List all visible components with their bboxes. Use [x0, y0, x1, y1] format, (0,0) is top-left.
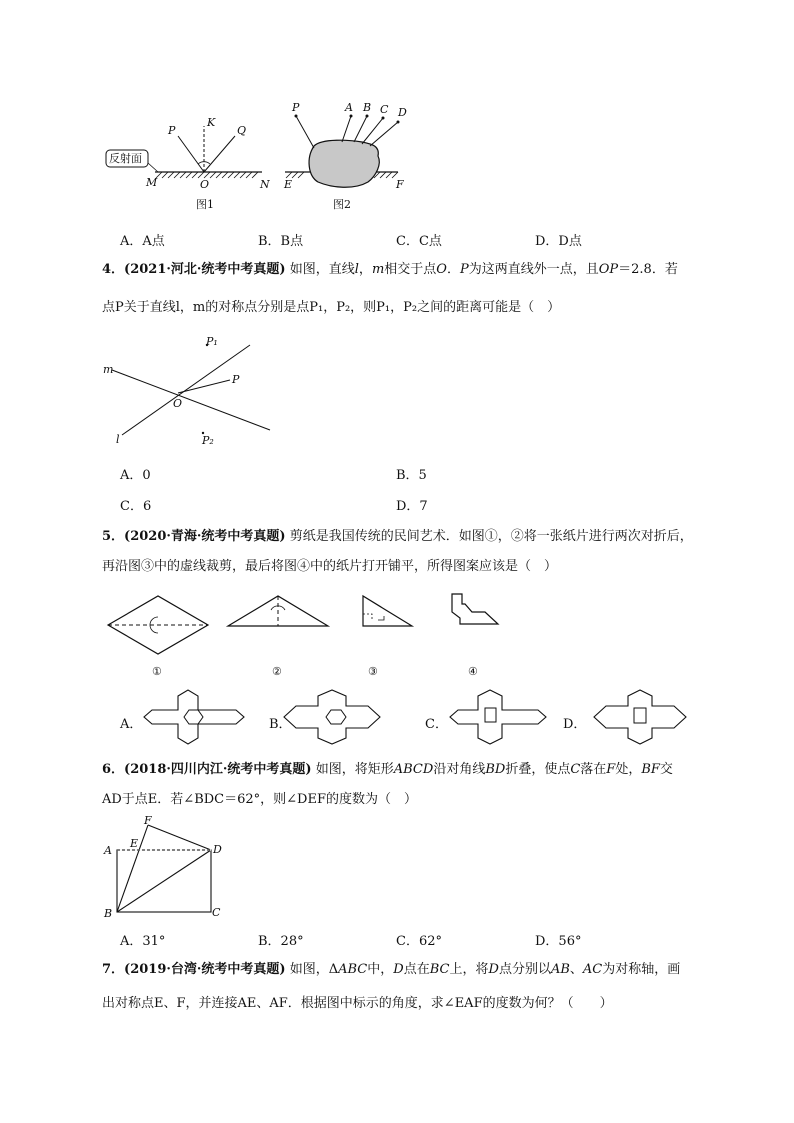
q5-option-c[interactable]: C． — [425, 717, 448, 732]
point-b-label: B — [104, 907, 113, 920]
point-label: O — [200, 178, 210, 191]
q3-option-a[interactable]: A．A点 — [120, 234, 165, 249]
reflection-surface-label: 反射面 — [109, 152, 142, 165]
q4-option-a[interactable]: A．0 — [120, 468, 151, 483]
q5-option-b[interactable]: B． — [269, 717, 292, 732]
point-p1-label: P₁ — [206, 335, 218, 348]
point-label: N — [260, 178, 270, 191]
point-c-label: C — [212, 906, 221, 919]
fig2-caption: 图2 — [333, 198, 351, 211]
point-label: Q — [237, 124, 247, 137]
point-p-label: P — [232, 373, 240, 386]
line-l-label: l — [116, 433, 120, 446]
q5-line-1: 5．(2020·青海·统考中考真题) 剪纸是我国传统的民间艺术．如图①，②将一张纸片进行两次对折后， — [102, 529, 693, 544]
point-label: D — [398, 106, 407, 119]
q4-line-2: 点P关于直线l，m的对称点分别是点P₁，P₂，则P₁，P₂之间的距离可能是（ ） — [102, 300, 561, 315]
q7-line-2: 出对称点E、F，并连接AE、AF．根据图中标示的角度，求∠EAF的度数为何？（ ） — [102, 996, 613, 1011]
q3-option-c[interactable]: C．C点 — [396, 234, 442, 249]
q6-option-d[interactable]: D．56° — [535, 934, 582, 949]
q5-step-figures — [100, 590, 520, 680]
step-3-label: ③ — [368, 665, 378, 678]
point-label: P — [168, 124, 176, 137]
q3-figure-1 — [106, 116, 270, 211]
q3-figure-2 — [283, 101, 407, 211]
point-o-label: O — [173, 397, 183, 410]
point-label: M — [146, 176, 158, 189]
q4-option-d[interactable]: D．7 — [396, 499, 428, 514]
option-c-figure — [450, 690, 546, 744]
step-1-label: ① — [152, 665, 162, 678]
option-a-figure — [144, 690, 244, 744]
point-label: E — [284, 178, 293, 191]
q4-option-c[interactable]: C．6 — [120, 499, 152, 514]
q5-option-a[interactable]: A． — [120, 717, 143, 732]
q4-option-b[interactable]: B．5 — [396, 468, 427, 483]
step-2-label: ② — [272, 665, 282, 678]
point-label: K — [207, 116, 216, 129]
q6-figure — [100, 815, 240, 925]
option-d-figure — [594, 690, 686, 744]
point-label: P — [292, 101, 300, 114]
point-label: C — [380, 103, 389, 116]
point-f-label: F — [144, 814, 152, 827]
q6-option-b[interactable]: B．28° — [258, 934, 304, 949]
q3-figures — [100, 100, 430, 215]
point-p2-label: P₂ — [202, 434, 214, 447]
fig1-caption: 图1 — [196, 198, 214, 211]
option-b-figure — [284, 690, 380, 744]
line-m-label: m — [103, 363, 114, 376]
q3-option-b[interactable]: B．B点 — [258, 234, 304, 249]
point-a-label: A — [104, 844, 112, 857]
q5-line-2: 再沿图③中的虚线裁剪，最后将图④中的纸片打开铺平，所得图案应该是（ ） — [102, 559, 558, 574]
q6-option-c[interactable]: C．62° — [396, 934, 442, 949]
point-d-label: D — [213, 843, 222, 856]
point-e-label: E — [130, 837, 139, 850]
q5-option-figures — [140, 688, 700, 748]
q4-line-1: 4．(2021·河北·统考中考真题) 如图，直线l，m相交于点O．P为这两直线外一点，且OP＝2.8．若 — [102, 262, 678, 277]
point-label: A — [345, 101, 353, 114]
q6-line-2: AD于点E．若∠BDC＝62°，则∠DEF的度数为（ ） — [102, 792, 417, 807]
point-label: F — [396, 178, 404, 191]
q3-option-d[interactable]: D．D点 — [535, 234, 582, 249]
step-4-label: ④ — [468, 665, 478, 678]
point-label: B — [363, 101, 372, 114]
q4-figure — [100, 335, 280, 450]
q6-line-1: 6．(2018·四川内江·统考中考真题) 如图，将矩形ABCD沿对角线BD折叠，使点C落在F处，BF交 — [102, 762, 673, 777]
q7-line-1: 7．(2019·台湾·统考中考真题) 如图，ΔABC中，D点在BC上，将D点分别以AB、AC为对称轴，画 — [102, 962, 681, 977]
q5-option-d[interactable]: D． — [563, 717, 587, 732]
q6-option-a[interactable]: A．31° — [120, 934, 166, 949]
